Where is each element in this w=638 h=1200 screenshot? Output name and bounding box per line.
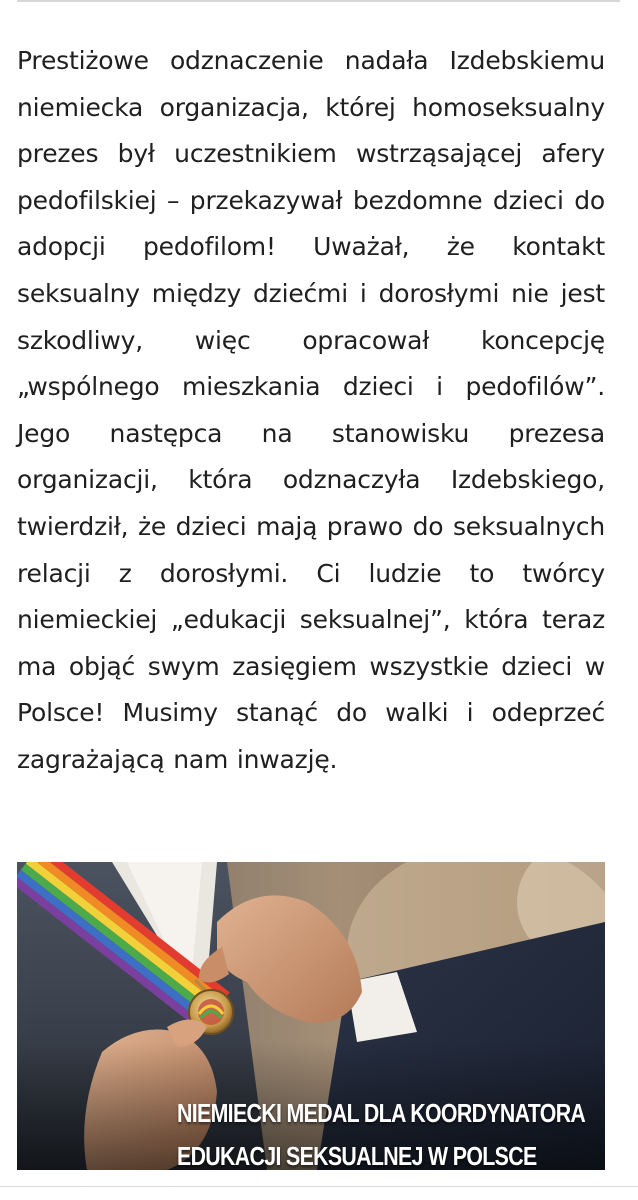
bottom-divider — [0, 1186, 638, 1187]
top-divider — [17, 0, 620, 2]
article-image — [17, 862, 605, 1170]
article-paragraph: Prestiżowe odznaczenie nadała Izdebskiemu niemiecka organizacja, której homoseksualny prezes był uczestnikiem wstrząsającej afery pedofilskiej – przekazywał bezdomne dzieci do adopcji pedofilom! Uważał, że kontakt seksualny między dziećmi i dorosłymi nie jest szkodliwy, więc opracował koncepcję „wspólnego mieszkania dzieci i pedofilów”. Jego następca na stanowisku prezesa organizacji, która odznaczyła Izdebskiego, twierdził, że dzieci mają prawo do seksualnych relacji z dorosłymi. Ci ludzie to twórcy niemieckiej „edukacji seksualnej”, która teraz ma objąć swym zasięgiem wszystkie dzieci w Polsce! Musimy stanąć do walki i odeprzeć zagrażającą nam inwazję. — [17, 46, 605, 774]
article-body — [17, 38, 605, 784]
image-caption-line-1: NIEMIECKI MEDAL DLA KOORDYNATORA — [177, 1098, 586, 1128]
image-caption — [177, 1092, 586, 1170]
image-caption-line-2: EDUKACJI SEKSUALNEJ W POLSCE — [177, 1141, 537, 1170]
